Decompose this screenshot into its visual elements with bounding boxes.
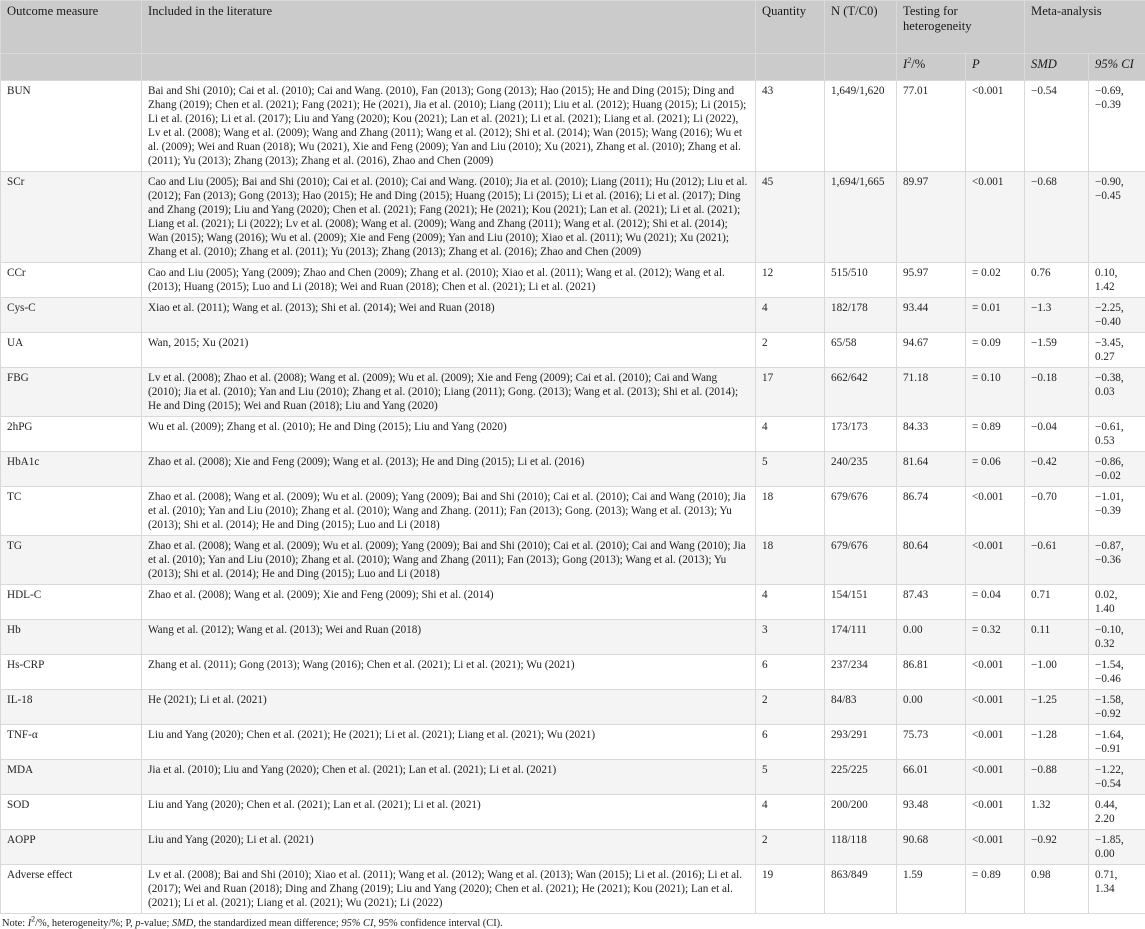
- cell-quantity: 4: [756, 585, 825, 620]
- header-p: P: [966, 54, 1025, 81]
- cell-outcome: Hs-CRP: [1, 655, 142, 690]
- cell-n: 174/111: [825, 620, 897, 655]
- cell-p: = 0.04: [966, 585, 1025, 620]
- cell-ci: −1.22, −0.54: [1089, 760, 1145, 795]
- cell-quantity: 6: [756, 655, 825, 690]
- cell-n: 515/510: [825, 263, 897, 298]
- note-prefix: Note:: [2, 918, 28, 929]
- cell-p: = 0.06: [966, 452, 1025, 487]
- cell-n: 118/118: [825, 830, 897, 865]
- cell-literature: Lv et al. (2008); Zhao et al. (2008); Wang et al. (2009); Wu et al. (2009); Xie and Feng (2009); Cai et al. (2010); Cai and Wang (2010); Jia et al. (2010); Yan and Liu (2010); Zhang et al. (2010); Liang (2011); Gong. (2013); Wang et al. (2013); Shi et al. (2014); He and Ding (2015); Wei and Ruan (2018); Liu and Yang (2020): [142, 368, 756, 417]
- cell-p: = 0.32: [966, 620, 1025, 655]
- cell-i2: 66.01: [897, 760, 966, 795]
- cell-literature: Jia et al. (2010); Liu and Yang (2020); Chen et al. (2021); Lan et al. (2021); Li et al. (2021): [142, 760, 756, 795]
- cell-p: <0.001: [966, 830, 1025, 865]
- cell-smd: −0.42: [1025, 452, 1089, 487]
- cell-outcome: HbA1c: [1, 452, 142, 487]
- header-blank: [1, 54, 142, 81]
- cell-n: 225/225: [825, 760, 897, 795]
- cell-literature: Wan, 2015; Xu (2021): [142, 333, 756, 368]
- cell-quantity: 18: [756, 487, 825, 536]
- cell-ci: −0.86, −0.02: [1089, 452, 1145, 487]
- cell-p: = 0.89: [966, 417, 1025, 452]
- cell-i2: 75.73: [897, 725, 966, 760]
- cell-n: 863/849: [825, 865, 897, 914]
- cell-n: 173/173: [825, 417, 897, 452]
- cell-smd: 0.98: [1025, 865, 1089, 914]
- cell-quantity: 12: [756, 263, 825, 298]
- cell-quantity: 19: [756, 865, 825, 914]
- table-row: [1, 263, 1145, 298]
- table-body: [1, 81, 1145, 914]
- cell-outcome: MDA: [1, 760, 142, 795]
- cell-i2: 87.43: [897, 585, 966, 620]
- cell-n: 240/235: [825, 452, 897, 487]
- cell-ci: −1.54, −0.46: [1089, 655, 1145, 690]
- cell-quantity: 2: [756, 333, 825, 368]
- cell-literature: Wang et al. (2012); Wang et al. (2013); Wei and Ruan (2018): [142, 620, 756, 655]
- cell-literature: Zhao et al. (2008); Xie and Feng (2009); Wang et al. (2013); He and Ding (2015); Li et al. (2016): [142, 452, 756, 487]
- cell-smd: −0.54: [1025, 81, 1089, 172]
- cell-p: = 0.09: [966, 333, 1025, 368]
- header-meta-analysis: Meta-analysis: [1025, 1, 1145, 54]
- cell-n: 237/234: [825, 655, 897, 690]
- cell-smd: −1.3: [1025, 298, 1089, 333]
- cell-quantity: 2: [756, 690, 825, 725]
- cell-quantity: 4: [756, 417, 825, 452]
- cell-smd: −0.92: [1025, 830, 1089, 865]
- header-i2: [897, 54, 966, 81]
- cell-smd: 0.71: [1025, 585, 1089, 620]
- cell-n: 679/676: [825, 487, 897, 536]
- cell-n: 1,649/1,620: [825, 81, 897, 172]
- table-row: [1, 81, 1145, 172]
- cell-i2: 77.01: [897, 81, 966, 172]
- cell-i2: 1.59: [897, 865, 966, 914]
- cell-outcome: UA: [1, 333, 142, 368]
- table-row: [1, 830, 1145, 865]
- cell-quantity: 3: [756, 620, 825, 655]
- cell-literature: Wu et al. (2009); Zhang et al. (2010); He and Ding (2015); Liu and Yang (2020): [142, 417, 756, 452]
- cell-ci: −0.10, 0.32: [1089, 620, 1145, 655]
- cell-p: <0.001: [966, 81, 1025, 172]
- cell-quantity: 5: [756, 760, 825, 795]
- cell-literature: Zhao et al. (2008); Wang et al. (2009); Wu et al. (2009); Yang (2009); Bai and Shi (2010); Cai et al. (2010); Cai and Wang (2010); Jia et al. (2010); Yan and Liu (2010); Zhang et al. (2010); Wang and Zhang. (2011); Fan (2013); Gong. (2013); Wang et al. (2013); Yu (2013); Shi et al. (2014); He and Ding (2015); Luo and Li (2018): [142, 487, 756, 536]
- cell-smd: −0.68: [1025, 172, 1089, 263]
- cell-ci: −2.25, −0.40: [1089, 298, 1145, 333]
- cell-ci: 0.44, 2.20: [1089, 795, 1145, 830]
- cell-smd: −0.70: [1025, 487, 1089, 536]
- table-row: [1, 333, 1145, 368]
- cell-i2: 95.97: [897, 263, 966, 298]
- cell-outcome: SOD: [1, 795, 142, 830]
- cell-ci: 0.71, 1.34: [1089, 865, 1145, 914]
- cell-smd: −0.88: [1025, 760, 1089, 795]
- table-note: [0, 914, 1145, 929]
- cell-ci: −1.64, −0.91: [1089, 725, 1145, 760]
- header-i2-sup: 2: [907, 56, 911, 65]
- cell-outcome: TC: [1, 487, 142, 536]
- cell-outcome: Adverse effect: [1, 865, 142, 914]
- table-row: [1, 795, 1145, 830]
- cell-ci: −0.61, 0.53: [1089, 417, 1145, 452]
- cell-n: 1,694/1,665: [825, 172, 897, 263]
- note-i2-main: I: [28, 918, 31, 929]
- cell-n: 154/151: [825, 585, 897, 620]
- cell-p: = 0.89: [966, 865, 1025, 914]
- note-text-1: /%, heterogeneity/%; P,: [35, 918, 135, 929]
- cell-p: = 0.10: [966, 368, 1025, 417]
- cell-i2: 71.18: [897, 368, 966, 417]
- cell-i2: 89.97: [897, 172, 966, 263]
- note-p-word: p: [135, 918, 140, 929]
- cell-p: = 0.02: [966, 263, 1025, 298]
- cell-smd: 0.76: [1025, 263, 1089, 298]
- cell-literature: Liu and Yang (2020); Chen et al. (2021); He (2021); Li et al. (2021); Liang et al. (2021); Wu (2021): [142, 725, 756, 760]
- cell-outcome: CCr: [1, 263, 142, 298]
- cell-ci: −1.58, −0.92: [1089, 690, 1145, 725]
- table-row: [1, 172, 1145, 263]
- cell-ci: −0.38, 0.03: [1089, 368, 1145, 417]
- cell-p: <0.001: [966, 655, 1025, 690]
- note-text-2: -value;: [141, 918, 172, 929]
- table-row: [1, 725, 1145, 760]
- cell-ci: −3.45, 0.27: [1089, 333, 1145, 368]
- cell-p: = 0.01: [966, 298, 1025, 333]
- table-row: [1, 368, 1145, 417]
- cell-literature: Zhao et al. (2008); Wang et al. (2009); Wu et al. (2009); Yang (2009); Bai and Shi (2010); Cai et al. (2010); Cai and Wang (2010); Jia et al. (2010); Yan and Liu (2010); Zhang et al. (2010); Wang and Zhang (2011); Fan (2013); Gong (2013); Wang et al. (2013); Yu (2013); Shi et al. (2014); He and Ding (2015); Luo and Li (2018): [142, 536, 756, 585]
- table-row: [1, 865, 1145, 914]
- cell-i2: 81.64: [897, 452, 966, 487]
- cell-quantity: 4: [756, 795, 825, 830]
- cell-literature: Liu and Yang (2020); Li et al. (2021): [142, 830, 756, 865]
- header-ci: 95% CI: [1089, 54, 1145, 81]
- cell-smd: −0.18: [1025, 368, 1089, 417]
- cell-outcome: SCr: [1, 172, 142, 263]
- cell-i2: 86.81: [897, 655, 966, 690]
- header-blank: [756, 54, 825, 81]
- cell-n: 200/200: [825, 795, 897, 830]
- cell-smd: −1.59: [1025, 333, 1089, 368]
- cell-quantity: 18: [756, 536, 825, 585]
- table-row: [1, 452, 1145, 487]
- cell-ci: −1.01, −0.39: [1089, 487, 1145, 536]
- cell-outcome: BUN: [1, 81, 142, 172]
- cell-smd: −1.28: [1025, 725, 1089, 760]
- cell-i2: 84.33: [897, 417, 966, 452]
- table-row: [1, 585, 1145, 620]
- cell-literature: Cao and Liu (2005); Yang (2009); Zhao and Chen (2009); Zhang et al. (2010); Xiao et al. (2011); Wang et al. (2012); Wang et al. (2013); Huang (2015); Luo and Li (2018); Wei and Ruan (2018); Chen et al. (2021); Li et al. (2021): [142, 263, 756, 298]
- cell-p: <0.001: [966, 690, 1025, 725]
- note-text-3: , the standardized mean difference;: [193, 918, 341, 929]
- table-row: [1, 417, 1145, 452]
- cell-literature: Bai and Shi (2010); Cai et al. (2010); Cai and Wang. (2010), Fan (2013); Gong (2013); Hao (2015); He and Ding (2015); Ding and Zhang (2019); Chen et al. (2021); Fang (2021); He (2021), Jia et al. (2010); Liang (2011); Liu et al. (2012); Huang (2015); Li (2015); Li et al. (2016); Li et al. (2017); Liu and Yang (2020); Kou (2021); Lan et al. (2021); Li et al. (2021); Liang et al. (2021); Li (2022), Lv et al. (2008); Wang et al. (2009); Wang and Zhang (2011); Wang et al. (2012); Shi et al. (2014); Wan (2015); Wang (2016); Wu et al. (2009); Wei and Ruan (2018); Wu (2021), Xie and Feng (2009); Yan and Liu (2010); Xu (2021), Zhang et al. (2010); Zhang et al. (2011); Yu (2013); Zhang (2013); Zhang et al. (2016), Zhao and Chen (2009): [142, 81, 756, 172]
- header-literature: Included in the literature: [142, 1, 756, 54]
- cell-p: <0.001: [966, 487, 1025, 536]
- cell-outcome: Cys-C: [1, 298, 142, 333]
- cell-ci: 0.10, 1.42: [1089, 263, 1145, 298]
- cell-outcome: TG: [1, 536, 142, 585]
- cell-literature: He (2021); Li et al. (2021): [142, 690, 756, 725]
- table-row: [1, 620, 1145, 655]
- cell-ci: −0.90, −0.45: [1089, 172, 1145, 263]
- table-row: [1, 536, 1145, 585]
- cell-i2: 94.67: [897, 333, 966, 368]
- header-i2-suffix: /%: [911, 57, 925, 71]
- header-i2-main: I: [903, 57, 907, 71]
- cell-n: 293/291: [825, 725, 897, 760]
- cell-literature: Zhao et al. (2008); Wang et al. (2009); Xie and Feng (2009); Shi et al. (2014): [142, 585, 756, 620]
- header-row-1: [1, 1, 1145, 54]
- cell-literature: Zhang et al. (2011); Gong (2013); Wang (2016); Chen et al. (2021); Li et al. (2021); Wu (2021): [142, 655, 756, 690]
- cell-i2: 86.74: [897, 487, 966, 536]
- cell-outcome: FBG: [1, 368, 142, 417]
- cell-literature: Lv et al. (2008); Bai and Shi (2010); Xiao et al. (2011); Wang et al. (2012); Wang et al. (2013); Wan (2015); Li et al. (2016); Li et al. (2017); Wei and Ruan (2018); Ding and Zhang (2019); Liu and Yang (2020); Chen et al. (2021); He (2021); Kou (2021); Lan et al. (2021); Li et al. (2021); Liang et al. (2021); Wu (2021); Li (2022): [142, 865, 756, 914]
- cell-ci: −0.87, −0.36: [1089, 536, 1145, 585]
- header-quantity: Quantity: [756, 1, 825, 54]
- note-smd-abbr: SMD: [172, 918, 193, 929]
- header-blank: [825, 54, 897, 81]
- cell-smd: −0.04: [1025, 417, 1089, 452]
- cell-p: <0.001: [966, 725, 1025, 760]
- cell-n: 84/83: [825, 690, 897, 725]
- cell-ci: −1.85, 0.00: [1089, 830, 1145, 865]
- cell-n: 182/178: [825, 298, 897, 333]
- cell-smd: −1.25: [1025, 690, 1089, 725]
- cell-smd: −1.00: [1025, 655, 1089, 690]
- cell-outcome: IL-18: [1, 690, 142, 725]
- cell-quantity: 17: [756, 368, 825, 417]
- cell-p: <0.001: [966, 795, 1025, 830]
- cell-ci: −0.69, −0.39: [1089, 81, 1145, 172]
- cell-i2: 80.64: [897, 536, 966, 585]
- cell-literature: Xiao et al. (2011); Wang et al. (2013); Shi et al. (2014); Wei and Ruan (2018): [142, 298, 756, 333]
- cell-outcome: Hb: [1, 620, 142, 655]
- cell-n: 65/58: [825, 333, 897, 368]
- cell-i2: 0.00: [897, 620, 966, 655]
- note-ci-abbr: 95% CI: [341, 918, 373, 929]
- cell-p: <0.001: [966, 172, 1025, 263]
- cell-i2: 93.48: [897, 795, 966, 830]
- cell-quantity: 4: [756, 298, 825, 333]
- cell-literature: Cao and Liu (2005); Bai and Shi (2010); Cai et al. (2010); Cai and Wang. (2010); Jia et al. (2010); Liang (2011); Hu (2012); Liu et al. (2012); Fan (2013); Gong (2013); Hao (2015); He and Ding (2015); Huang (2015); Li (2015); Li et al. (2016); Li et al. (2017); Ding and Zhang (2019); Liu and Yang (2020); Chen et al. (2021); Fang (2021); He (2021); Kou (2021); Lan et al. (2021); Li et al. (2021); Liang et al. (2021); Li (2022); Lv et al. (2008); Wang et al. (2009); Wang and Zhang (2011); Wang et al. (2012); Shi et al. (2014); Wan (2015); Wang (2016); Wu et al. (2009); Xie and Feng (2009); Yan and Liu (2010); Xiao et al. (2011); Wu (2021); Xu (2021); Zhang et al. (2010); Zhang et al. (2011); Yu (2013); Zhang (2013); Zhang et al. (2016); Zhao and Chen (2009): [142, 172, 756, 263]
- cell-n: 662/642: [825, 368, 897, 417]
- cell-n: 679/676: [825, 536, 897, 585]
- header-blank: [142, 54, 756, 81]
- cell-quantity: 43: [756, 81, 825, 172]
- table-row: [1, 690, 1145, 725]
- cell-quantity: 5: [756, 452, 825, 487]
- note-text-4: , 95% confidence interval (CI).: [373, 918, 502, 929]
- cell-p: <0.001: [966, 536, 1025, 585]
- cell-smd: −0.61: [1025, 536, 1089, 585]
- cell-ci: 0.02, 1.40: [1089, 585, 1145, 620]
- table-row: [1, 298, 1145, 333]
- header-n: N (T/C0): [825, 1, 897, 54]
- cell-quantity: 6: [756, 725, 825, 760]
- header-outcome: Outcome measure: [1, 1, 142, 54]
- cell-smd: 0.11: [1025, 620, 1089, 655]
- cell-i2: 93.44: [897, 298, 966, 333]
- header-heterogeneity: Testing for heterogeneity: [897, 1, 1025, 54]
- cell-i2: 90.68: [897, 830, 966, 865]
- cell-outcome: AOPP: [1, 830, 142, 865]
- table-row: [1, 487, 1145, 536]
- cell-outcome: 2hPG: [1, 417, 142, 452]
- table-row: [1, 655, 1145, 690]
- header-smd: SMD: [1025, 54, 1089, 81]
- cell-i2: 0.00: [897, 690, 966, 725]
- cell-outcome: HDL-C: [1, 585, 142, 620]
- cell-literature: Liu and Yang (2020); Chen et al. (2021); Lan et al. (2021); Li et al. (2021): [142, 795, 756, 830]
- cell-outcome: TNF-α: [1, 725, 142, 760]
- cell-p: <0.001: [966, 760, 1025, 795]
- cell-quantity: 2: [756, 830, 825, 865]
- cell-quantity: 45: [756, 172, 825, 263]
- table-row: [1, 760, 1145, 795]
- note-i2-sup: 2: [31, 915, 35, 924]
- header-row-2: [1, 54, 1145, 81]
- cell-smd: 1.32: [1025, 795, 1089, 830]
